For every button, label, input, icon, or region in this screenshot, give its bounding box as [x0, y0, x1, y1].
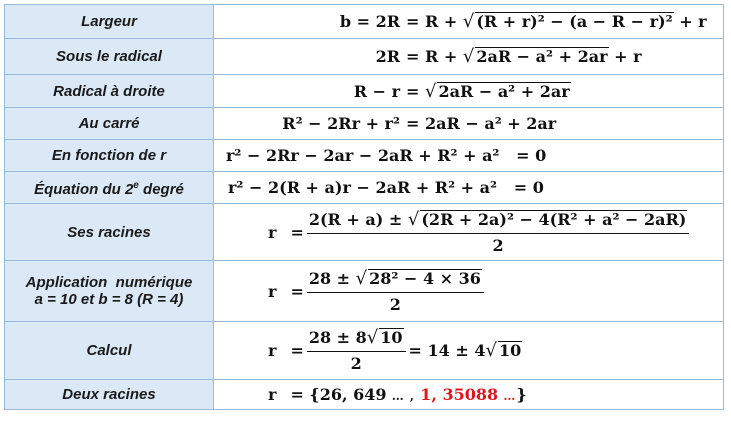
- equation-expression: r² − 2Rr − 2ar − 2aR + R² + a² = 0: [226, 146, 547, 165]
- numerator: 2(R + a) ± √ (2R + 2a)² − 4(R² + a² − 2aR): [307, 209, 690, 234]
- radicand: (R + r)² − (a − R − r)²: [476, 12, 673, 31]
- root-value-highlighted: 1, 35088: [420, 385, 499, 404]
- radicand: 10: [380, 328, 403, 347]
- row-application-numerique: Application numérique a = 10 et b = 8 (R = 4) r = $\frac{\text{28 ± √ 28² − 4 × 36}}{2}$: [5, 261, 724, 322]
- row-equation-second-degre: [5, 172, 724, 204]
- equation-lhs: b = 2R: [339, 12, 400, 31]
- equation-lhs: r: [268, 385, 277, 404]
- radical-sign: √: [462, 11, 475, 32]
- row-label: Équation du 2e degré: [5, 172, 214, 204]
- root-value: 26, 649: [319, 385, 387, 404]
- row-largeur: [5, 5, 724, 39]
- fraction: [307, 268, 484, 315]
- numerator: 28 ± √ 28² − 4 × 36: [307, 268, 484, 293]
- radical-sign: √: [462, 46, 475, 67]
- row-label: Deux racines: [5, 380, 214, 410]
- denominator: 2: [389, 294, 401, 314]
- row-deux-racines: [5, 380, 724, 410]
- radicand: 2aR − a² + 2ar: [438, 81, 570, 101]
- radicand: 2aR − a² + 2ar: [476, 47, 608, 66]
- equation-rhs: = R + √ (R + r)² − (a − R − r)² + r: [406, 11, 707, 32]
- radicand: (2R + 2a)² − 4(R² + a² − 2aR): [421, 209, 687, 229]
- row-label: Sous le radical: [5, 39, 214, 75]
- fraction: [307, 327, 406, 374]
- equation-lhs: R² − 2Rr + r²: [282, 114, 400, 133]
- numerator: 28 ± 8√ 10: [307, 327, 406, 352]
- equation-lhs: r: [268, 281, 277, 301]
- equation-expression: r² − 2(R + a)r − 2aR + R² + a² = 0: [228, 178, 544, 197]
- equation-lhs: r: [268, 341, 277, 360]
- denominator: 2: [492, 235, 504, 255]
- row-ses-racines: Ses racines r = $\frac{\text{2(R + a) ± √ (2R + 2a)² − 4(R² + a² − 2aR)}}{2}$: [5, 204, 724, 261]
- row-label: Application numérique a = 10 et b = 8 (R = 4): [5, 261, 214, 322]
- row-au-carre: [5, 108, 724, 140]
- row-en-fonction-de-r: [5, 140, 724, 172]
- fraction: [307, 209, 690, 256]
- row-label: Calcul: [5, 322, 214, 380]
- row-label: Radical à droite: [5, 75, 214, 108]
- equation-table: [4, 4, 724, 410]
- equation-lhs: r: [268, 222, 277, 242]
- denominator: 2: [350, 354, 362, 373]
- row-label: En fonction de r: [5, 140, 214, 172]
- row-label: Largeur: [5, 5, 214, 39]
- root-set: = {26, 649 … , 1, 35088 …}: [290, 385, 527, 404]
- row-label: Ses racines: [5, 204, 214, 261]
- radical-sign: √: [424, 80, 437, 102]
- equation-rhs: = R + √ 2aR − a² + 2ar + r: [406, 46, 642, 67]
- simplified-result: = 14 ± 4√ 10: [408, 340, 522, 361]
- equation-lhs: 2R: [375, 47, 400, 66]
- equation-lhs: R − r: [353, 81, 400, 101]
- radicand: 28² − 4 × 36: [369, 268, 481, 288]
- equation-rhs: = √ 2aR − a² + 2ar: [406, 80, 570, 102]
- row-label: Au carré: [5, 108, 214, 140]
- row-sous-le-radical: [5, 39, 724, 75]
- equation-rhs: = 2aR − a² + 2ar: [406, 114, 557, 133]
- row-calcul: Calcul r = $\frac{28 \pm 8√ 10}{2}$ = 14 ± 4√ 10: [5, 322, 724, 380]
- row-radical-a-droite: [5, 75, 724, 108]
